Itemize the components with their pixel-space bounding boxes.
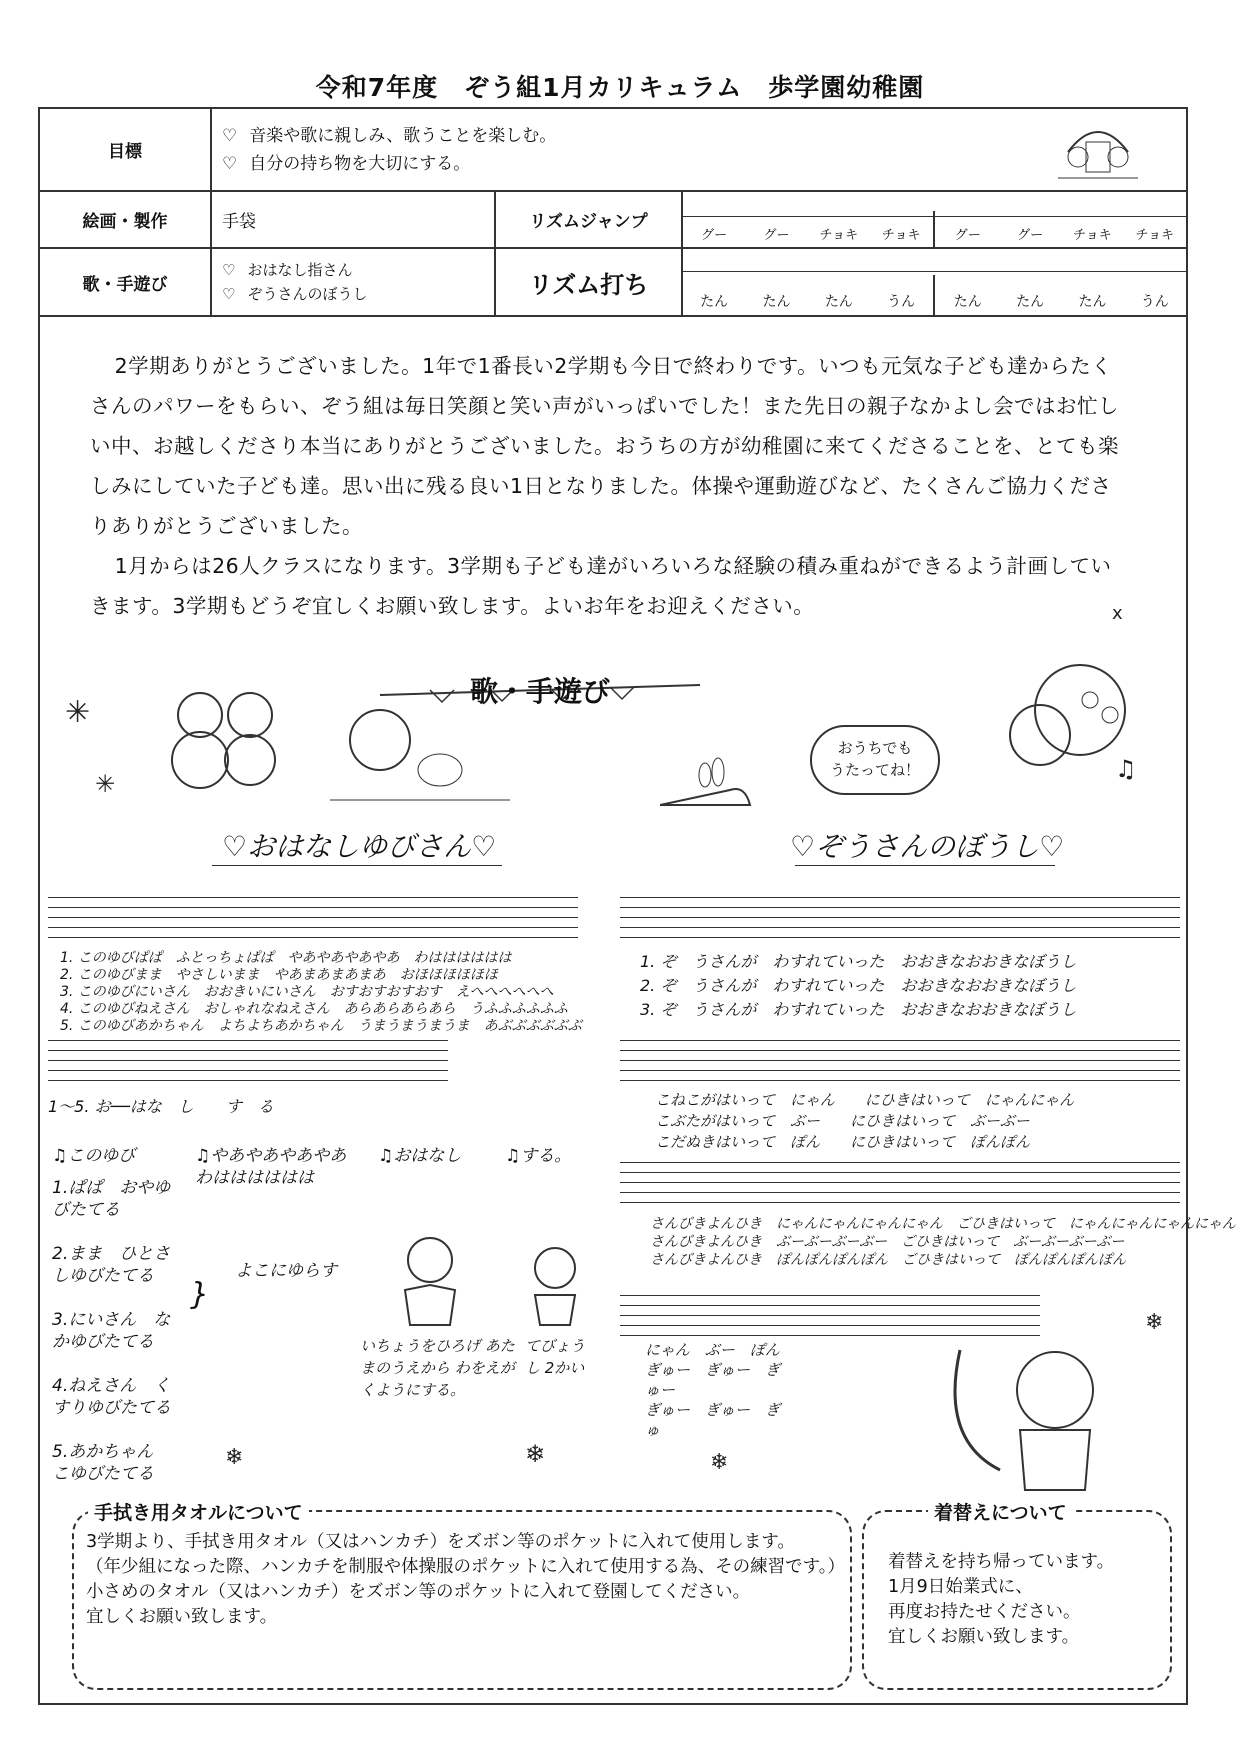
jump-cell: [682, 191, 1187, 248]
towel-line: 宜しくお願い致します。: [86, 1607, 278, 1627]
towel-notice-title: 手拭き用タオルについて: [88, 1498, 309, 1525]
song1-lyrics: [60, 950, 600, 1035]
song-cell: [211, 248, 495, 316]
brace: }: [190, 1277, 210, 1312]
song2-lyrics1: [640, 950, 1076, 1022]
song2-lyrics4: [645, 1340, 785, 1440]
yoko-note: よこにゆらす: [235, 1261, 337, 1281]
finger-note: 2.まま ひとさしゆびたてる: [52, 1244, 171, 1286]
lyric-line: こぶたがはいって ぶー にひきはいって ぶーぶー: [655, 1112, 1030, 1130]
lyric-line: こだぬきはいって ぽん にひきはいって ぽんぽん: [655, 1133, 1031, 1151]
jump-label: リズムジャンプ: [495, 191, 682, 248]
song1-title: ♡おはなしゆびさん♡: [222, 830, 497, 863]
message-block: [90, 346, 1120, 626]
change-notice-title: 着替えについて: [928, 1498, 1073, 1525]
goal-item: 音楽や歌に親しみ、歌うことを楽しむ。: [249, 125, 557, 146]
lyric-line: 4. このゆびねえさん おしゃれなねえさん あらあらあらあら うふふふふふふ: [60, 1001, 568, 1017]
heart-icon: ♡: [222, 125, 238, 146]
lyric-line: 3. ぞ うさんが わすれていった おおきなおおきなぼうし: [640, 1000, 1077, 1019]
towel-notice-body: [86, 1530, 846, 1630]
lyric-line: 1. このゆびぱぱ ふとっちょぱぱ やあやあやあやあ わはははははは: [60, 950, 512, 966]
change-line: 1月9日始業式に、: [888, 1577, 1033, 1597]
beat-step: うん: [887, 294, 916, 310]
song-item: おはなし指さん: [247, 261, 353, 279]
song-item: ぞうさんのぼうし: [247, 285, 368, 303]
note-heading: ♫このゆび: [52, 1146, 136, 1166]
music-staff: [620, 1040, 1180, 1080]
goal-item: 自分の持ち物を大切にする。: [249, 153, 471, 174]
suru-desc: てびょうし 2かい: [525, 1337, 586, 1377]
change-notice-body: [888, 1550, 1158, 1650]
jump-step: グー: [954, 228, 981, 243]
snowflake-icon: ✳: [95, 770, 116, 798]
lyric-line: 1. ぞ うさんが わすれていった おおきなおおきなぼうし: [640, 952, 1077, 971]
art-label: 絵画・製作: [39, 191, 211, 248]
jump-step: チョキ: [819, 228, 859, 243]
music-staff: [48, 897, 578, 937]
jump-step: グー: [1017, 228, 1044, 243]
heart-icon: ♡: [222, 261, 236, 279]
lyric-line: さんびきよんひき にゃんにゃんにゃんにゃん ごひきはいって にゃんにゃんにゃんにゃん: [650, 1216, 1236, 1232]
beat-step: たん: [1016, 294, 1045, 310]
heart-icon: ♡: [222, 285, 236, 303]
lyric-line: こねこがはいって にゃん にひきはいって にゃんにゃん: [655, 1091, 1075, 1109]
snowflake-icon: ❄: [1145, 1310, 1164, 1335]
lyric-line: 5. このゆびあかちゃん よちよちあかちゃん うまうまうまうま あぶぶぶぶぶぶ: [60, 1018, 582, 1034]
beat-step: たん: [824, 294, 853, 310]
towel-line: 小さめのタオル（又はハンカチ）をズボン等のポケットに入れて登園してください。: [86, 1582, 751, 1602]
goal-cell: [211, 108, 1187, 191]
beat-label: リズム打ち: [495, 248, 682, 316]
lyric-line: さんびきよんひき ぽんぽんぽんぽん ごひきはいって ぽんぽんぽんぽん: [650, 1252, 1126, 1268]
finger-note: 4.ねえさん くすりゆびたてる: [52, 1376, 171, 1418]
lyric-line: 3. このゆびにいさん おおきいにいさん おすおすおすおす えへへへへへへ: [60, 984, 554, 1000]
song-section-heading: 歌・手遊び: [470, 675, 611, 708]
lyric-line: ぎゅー ぎゅー ぎゅー: [645, 1361, 781, 1399]
bubble-text: おうちでも: [837, 739, 913, 757]
underline: [795, 865, 1055, 866]
curriculum-table: [38, 107, 1188, 317]
snowflake-icon: ❄: [710, 1450, 729, 1475]
page-title: 令和7年度 ぞう組1月カリキュラム 歩学園幼稚園: [315, 73, 925, 102]
beat-step: たん: [700, 294, 729, 310]
heart-icon: ♡: [222, 153, 238, 174]
song1-ending: 1〜5. お──はな し す る: [48, 1097, 274, 1116]
song-label: 歌・手遊び: [39, 248, 211, 316]
lyric-line: にゃん ぶー ぽん: [645, 1341, 780, 1359]
music-staff: [620, 1162, 1180, 1202]
clapping-girl-illustration: [515, 1240, 595, 1330]
music-note-icon: ♫: [1115, 755, 1137, 783]
snowflake-icon: ✳: [65, 695, 91, 730]
change-line: 宜しくお願い致します。: [888, 1627, 1080, 1647]
ohanashi-note: ♫おはなし: [378, 1146, 462, 1166]
jump-step: チョキ: [881, 228, 921, 243]
change-line: 着替えを持ち帰っています。: [888, 1552, 1115, 1572]
lyric-line: 2. ぞ うさんが わすれていった おおきなおおきなぼうし: [640, 976, 1077, 995]
song2-lyrics2: [655, 1090, 1074, 1153]
message-paragraph: 2学期ありがとうございました。1年で1番長い2学期も今日で終わりです。いつも元気な子ども達からたくさんのパワーをもらい、ぞう組は毎日笑顔と笑い声がいっぱいでした！また先日の親子なかよし会ではお忙しい中、お越しくださり本当にありがとうございました。おうちの方が幼稚園に来てくださることを、とても楽しみにしていた子ども達。思い出に残る良い1日となりました。体操や運動遊びなど、たくさんご協力くださりありがとうございました。: [90, 354, 1119, 538]
finger-note: 3.にいさん なかゆびたてる: [52, 1310, 171, 1352]
yaa-note: ♫やあやあやあやあ わはははははは: [195, 1146, 364, 1188]
lyric-line: ぎゅー ぎゅー ぎゅ: [645, 1401, 781, 1439]
jump-step: チョキ: [1073, 228, 1112, 243]
music-staff: [620, 897, 1180, 937]
beat-step: うん: [1140, 294, 1169, 310]
speech-bubble: [810, 725, 940, 795]
song2-title: ♡ぞうさんのぼうし♡: [790, 830, 1065, 863]
finger-note: 5.あかちゃん こゆびたてる: [52, 1442, 171, 1484]
lyric-line: さんびきよんひき ぶーぶーぶーぶー ごひきはいって ぶーぶーぶーぶー: [650, 1234, 1125, 1250]
beat-step: たん: [1078, 294, 1107, 310]
girl-illustration: [385, 1230, 475, 1330]
hill-illustration: [660, 750, 760, 810]
snowflake-icon: ❄: [225, 1445, 244, 1470]
music-staff: [48, 1040, 448, 1080]
cross-mark-icon: x: [1112, 603, 1123, 624]
beat-cell: [682, 248, 1187, 316]
snowflake-icon: ❄: [525, 1440, 546, 1468]
jump-step: チョキ: [1135, 228, 1175, 243]
fingers-notes: [52, 1145, 182, 1485]
kindergarten-logo-illustration: [1048, 112, 1148, 184]
goal-label: 目標: [39, 108, 211, 191]
bubble-text: うたってね！: [829, 761, 920, 779]
jump-step: グー: [701, 228, 728, 243]
art-value: 手袋: [211, 191, 495, 248]
snowman-illustration: [150, 680, 300, 800]
boy-with-hat-illustration: [940, 1320, 1120, 1510]
underline: [212, 865, 502, 866]
song2-lyrics3: [650, 1215, 1236, 1269]
towel-line: 3学期より、手拭き用タオル（又はハンカチ）をズボン等のポケットに入れて使用します。: [86, 1532, 795, 1552]
ohanashi-desc: いちょうをひろげ あたまのうえから わをえがくようにする。: [360, 1337, 515, 1399]
jump-step: グー: [763, 228, 790, 243]
towel-line: （年少組になった際、ハンカチを制服や体操服のポケットに入れて使用する為、その練習です。）: [86, 1557, 845, 1577]
beat-step: たん: [762, 294, 791, 310]
message-paragraph: 1月からは26人クラスになります。3学期も子ども達がいろいろな経験の積み重ねができるよう計画していきます。3学期もどうぞ宜しくお願い致します。よいお年をお迎えください。: [90, 554, 1112, 618]
beat-step: たん: [953, 294, 982, 310]
change-line: 再度お持たせください。: [888, 1602, 1081, 1622]
suru-note: ♫する。: [505, 1146, 572, 1166]
finger-note: 1.ぱぱ おやゆびたてる: [52, 1178, 171, 1220]
bar-line: [933, 275, 935, 315]
lyric-line: 2. このゆびまま やさしいまま やあまあまあまあ おほほほほほほ: [60, 967, 498, 983]
